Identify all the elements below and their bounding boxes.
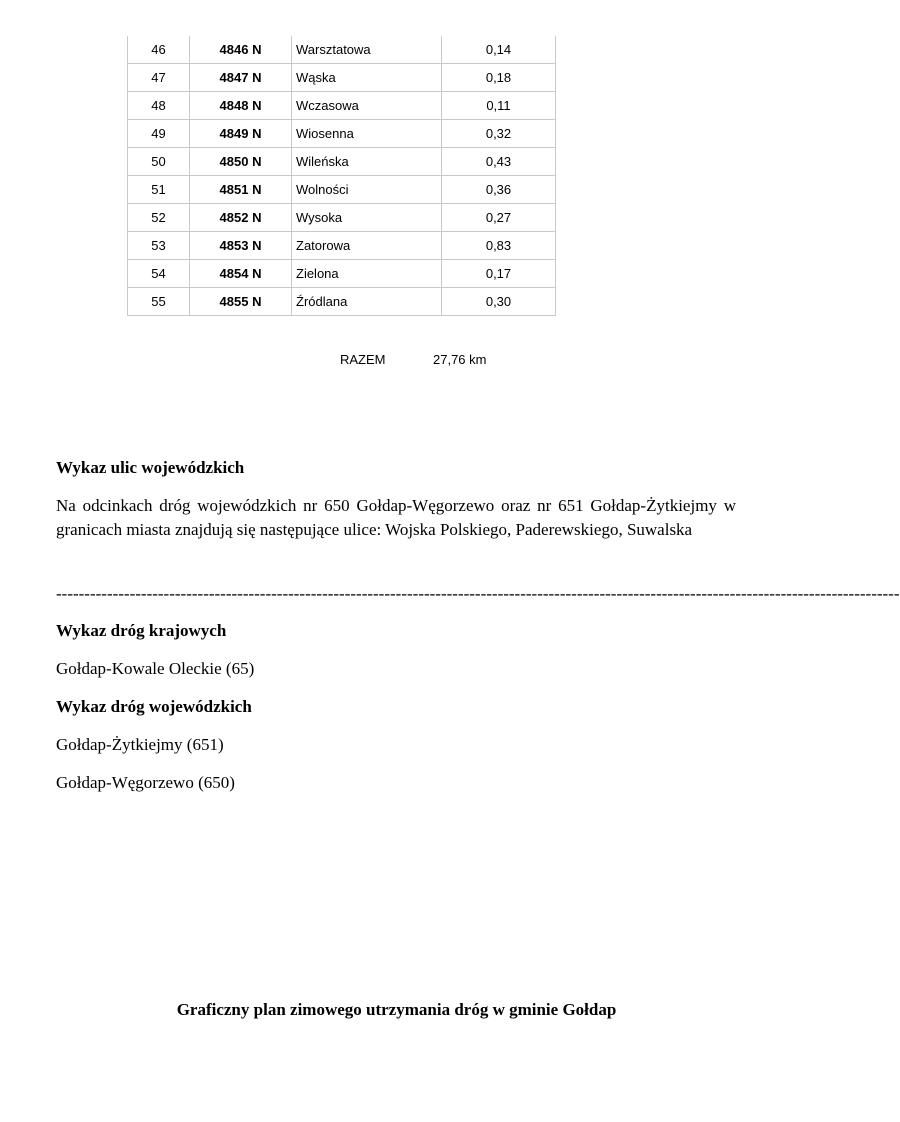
road-number: 4855 N <box>190 288 292 316</box>
national-roads-heading: Wykaz dróg krajowych <box>56 621 227 640</box>
road-length: 0,11 <box>442 92 556 120</box>
voivodeship-roads-heading: Wykaz dróg wojewódzkich <box>56 697 252 716</box>
street-name: Wileńska <box>292 148 442 176</box>
row-number: 48 <box>128 92 190 120</box>
table-row <box>128 176 556 204</box>
road-length: 0,18 <box>442 64 556 92</box>
voivodeship-streets-text: Na odcinkach dróg wojewódzkich nr 650 Gołdap-Węgorzewo oraz nr 651 Gołdap-Żytkiejmy w granicach miasta znajdują się następujące ulice: Wojska Polskiego, Paderewskiego, Suwalska <box>56 496 736 539</box>
street-name: Wolności <box>292 176 442 204</box>
streets-table <box>127 36 556 316</box>
row-number: 52 <box>128 204 190 232</box>
road-length: 0,27 <box>442 204 556 232</box>
street-name: Zatorowa <box>292 232 442 260</box>
road-number: 4846 N <box>190 36 292 64</box>
road-length: 0,36 <box>442 176 556 204</box>
national-road-item: Gołdap-Kowale Oleckie (65) <box>56 659 255 678</box>
road-length: 0,30 <box>442 288 556 316</box>
road-number: 4852 N <box>190 204 292 232</box>
table-row <box>128 64 556 92</box>
street-name: Wysoka <box>292 204 442 232</box>
road-number: 4851 N <box>190 176 292 204</box>
table-row <box>128 260 556 288</box>
voivodeship-streets-heading: Wykaz ulic wojewódzkich <box>56 458 245 477</box>
row-number: 49 <box>128 120 190 148</box>
row-number: 50 <box>128 148 190 176</box>
road-number: 4849 N <box>190 120 292 148</box>
total-value: 27,76 km <box>433 352 487 367</box>
table-row <box>128 288 556 316</box>
plan-title: Graficzny plan zimowego utrzymania dróg w gminie Gołdap <box>176 1000 617 1019</box>
road-number: 4847 N <box>190 64 292 92</box>
row-number: 47 <box>128 64 190 92</box>
table-row <box>128 204 556 232</box>
voivodeship-road-item: Gołdap-Węgorzewo (650) <box>56 773 235 792</box>
road-length: 0,17 <box>442 260 556 288</box>
table-row <box>128 120 556 148</box>
street-name: Wczasowa <box>292 92 442 120</box>
table-row <box>128 36 556 64</box>
road-number: 4854 N <box>190 260 292 288</box>
row-number: 46 <box>128 36 190 64</box>
road-length: 0,32 <box>442 120 556 148</box>
table-row <box>128 148 556 176</box>
table-row <box>128 92 556 120</box>
street-name: Warsztatowa <box>292 36 442 64</box>
street-name: Wiosenna <box>292 120 442 148</box>
road-number: 4853 N <box>190 232 292 260</box>
table-row <box>128 232 556 260</box>
road-length: 0,14 <box>442 36 556 64</box>
row-number: 55 <box>128 288 190 316</box>
street-name: Zielona <box>292 260 442 288</box>
row-number: 54 <box>128 260 190 288</box>
row-number: 51 <box>128 176 190 204</box>
road-number: 4850 N <box>190 148 292 176</box>
street-name: Źródlana <box>292 288 442 316</box>
row-number: 53 <box>128 232 190 260</box>
voivodeship-road-item: Gołdap-Żytkiejmy (651) <box>56 735 224 754</box>
road-number: 4848 N <box>190 92 292 120</box>
street-name: Wąska <box>292 64 442 92</box>
separator-line: ----------------------------------------------------------------------------------------------------------------------------------------------------- <box>56 584 900 603</box>
total-label: RAZEM <box>340 352 386 367</box>
road-length: 0,43 <box>442 148 556 176</box>
road-length: 0,83 <box>442 232 556 260</box>
